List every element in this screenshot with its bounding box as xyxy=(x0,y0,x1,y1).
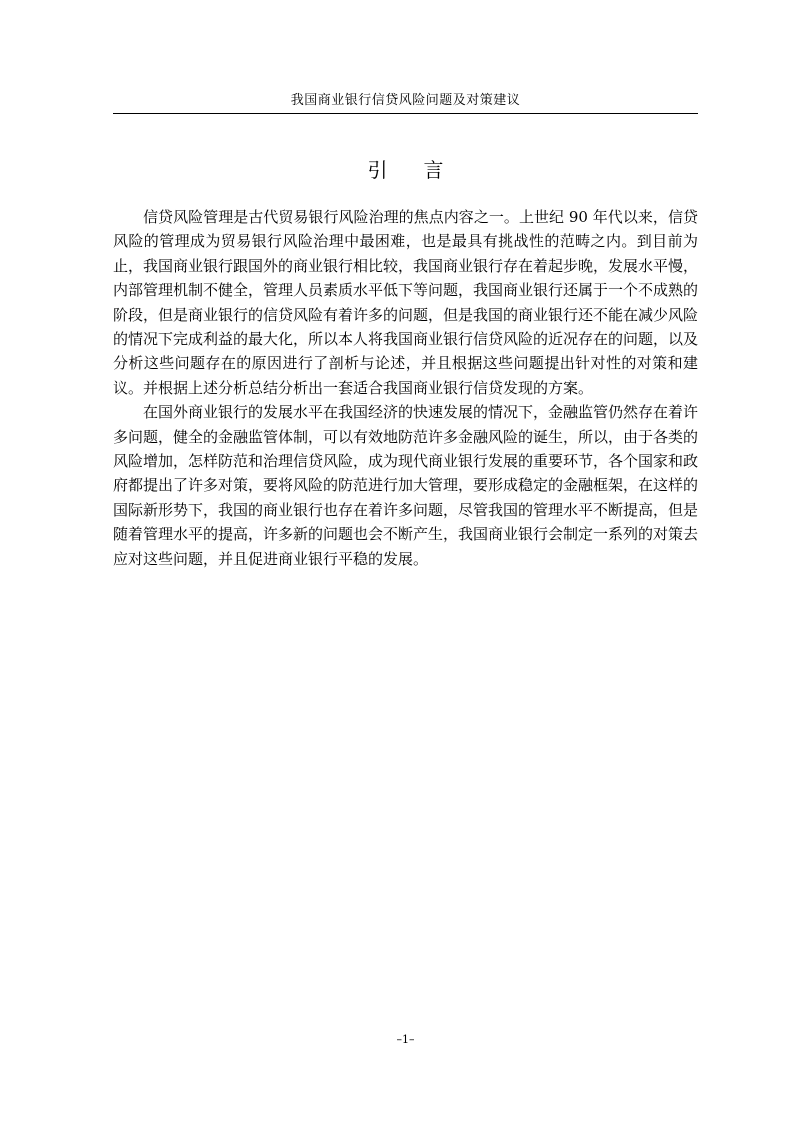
section-title: 引言 xyxy=(367,158,480,182)
running-header: 我国商业银行信贷风险问题及对策建议 xyxy=(290,93,521,108)
paragraph-2: 在国外商业银行的发展水平在我国经济的快速发展的情况下，金融监管仍然存在着许多问题，健全的金融监管体制，可以有效地防范许多金融风险的诞生，所以，由于各类的风险增加，怎样防范和治理信贷风险，成为现代商业银行发展的重要环节，各个国家和政府都提出了许多对策，要将风险的防范进行加大管理，要形成稳定的金融框架，在这样的国际新形势下，我国的商业银行也存在着许多问题，尽管我国的管理水平不断提高，但是随着管理水平的提高，许多新的问题也会不断产生，我国商业银行会制定一系列的对策去应对这些问题，并且促进商业银行平稳的发展。 xyxy=(113,403,699,568)
body-text xyxy=(113,205,698,571)
page-number: –1– xyxy=(396,1033,415,1046)
paragraph-1: 信贷风险管理是古代贸易银行风险治理的焦点内容之一。上世纪 90 年代以来，信贷风险的管理成为贸易银行风险治理中最困难，也是最具有挑战性的范畴之内。到目前为止，我国商业银行跟国外的商业银行相比较，我国商业银行存在着起步晚，发展水平慢，内部管理机制不健全，管理人员素质水平低下等问题，我国商业银行还属于一个不成熟的阶段，但是商业银行的信贷风险有着许多的问题，但是我国的商业银行还不能在减少风险的情况下完成利益的最大化，所以本人将我国商业银行信贷风险的近况存在的问题，以及分析这些问题存在的原因进行了剖析与论述，并且根据这些问题提出针对性的对策和建议。并根据上述分析总结分析出一套适合我国商业银行信贷发现的方案。 xyxy=(113,208,699,397)
header-rule xyxy=(113,113,698,114)
